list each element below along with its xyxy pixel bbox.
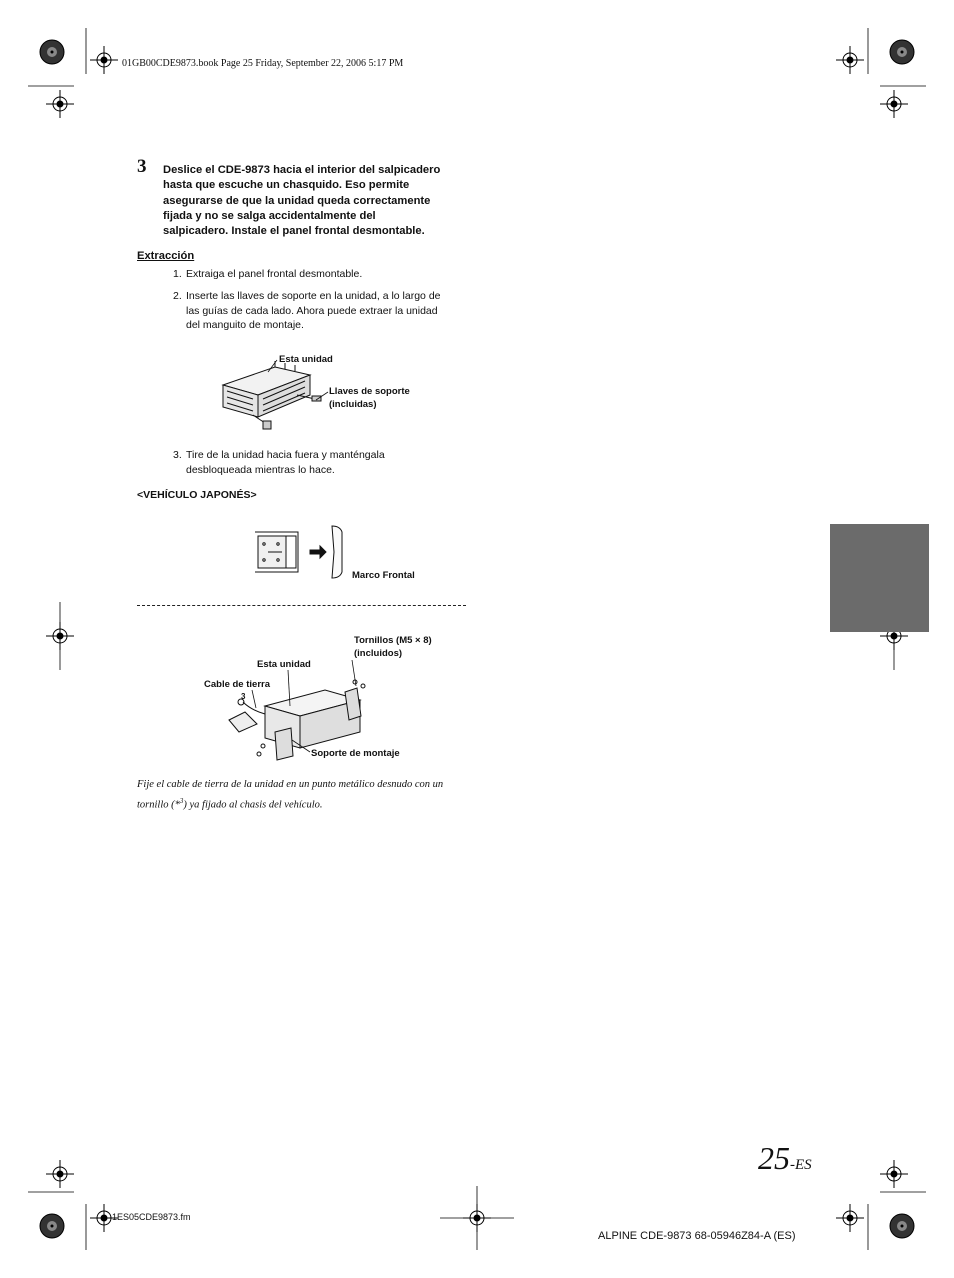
list-item-line: desbloqueada mientras lo hace.	[186, 463, 335, 476]
step-number: 3	[137, 156, 147, 177]
note-superscript: 3	[179, 797, 184, 805]
fig3-label-screws-line: Tornillos (M5 × 8)	[354, 635, 432, 646]
fig3-label-screws-line: (incluidos)	[354, 648, 403, 659]
footer-model: ALPINE CDE-9873 68-05946Z84-A (ES)	[598, 1230, 796, 1242]
page-language-suffix: -ES	[790, 1157, 812, 1173]
step-line: asegurarse de que la unidad queda correctamente	[163, 194, 431, 207]
list-item-number: 1.	[173, 268, 182, 280]
japanese-vehicle-heading: <VEHÍCULO JAPONÉS>	[137, 489, 257, 501]
list-item-number: 2.	[173, 290, 182, 302]
fig2-label-frame: Marco Frontal	[352, 570, 415, 581]
note-text: ) ya fijado al chasis del vehículo.	[183, 799, 323, 811]
footer-file-name: 1ES05CDE9873.fm	[112, 1212, 191, 1222]
list-item-text: Extraiga el panel frontal desmontable.	[186, 268, 363, 280]
note-line: Fije el cable de tierra de la unidad en un punto metálico desnudo con un	[137, 779, 444, 790]
list-item-line: Tire de la unidad hacia fuera y manténgala	[186, 449, 385, 461]
fig3-label-ground: Cable de tierra	[204, 679, 270, 690]
list-item-line: las guías de cada lado. Ahora puede extraer la unidad	[186, 304, 438, 317]
ground-cable-note	[137, 776, 472, 814]
fig1-label-keys-line: Llaves de soporte	[329, 386, 410, 397]
step-line: salpicadero. Instale el panel frontal desmontable.	[163, 225, 425, 238]
note-line	[137, 793, 472, 814]
step-line: hasta que escuche un chasquido. Eso permite	[163, 179, 410, 192]
fig3-label-ref: 3	[241, 692, 246, 701]
fig3-label-bracket: Soporte de montaje	[311, 748, 400, 759]
fig1-label-unit: Esta unidad	[279, 354, 333, 365]
page-number-value: 25	[758, 1140, 790, 1176]
fig1-label-keys-line: (incluidas)	[329, 399, 377, 410]
list-item-line: Inserte las llaves de soporte en la unidad, a lo largo de	[186, 290, 441, 302]
book-header-line: 01GB00CDE9873.book Page 25 Friday, September 22, 2006 5:17 PM	[122, 58, 404, 69]
fig3-label-unit: Esta unidad	[257, 659, 311, 670]
page-number	[758, 1140, 812, 1177]
extraccion-heading: Extracción	[137, 250, 195, 262]
step-line: Deslice el CDE-9873 hacia el interior del salpicadero	[163, 164, 441, 176]
section-tab	[830, 524, 929, 632]
note-text: tornillo (*	[137, 799, 180, 811]
list-item-line: del manguito de montaje.	[186, 319, 304, 332]
step-line: fijada y no se salga accidentalmente del	[163, 209, 376, 222]
list-item-number: 3.	[173, 449, 182, 461]
